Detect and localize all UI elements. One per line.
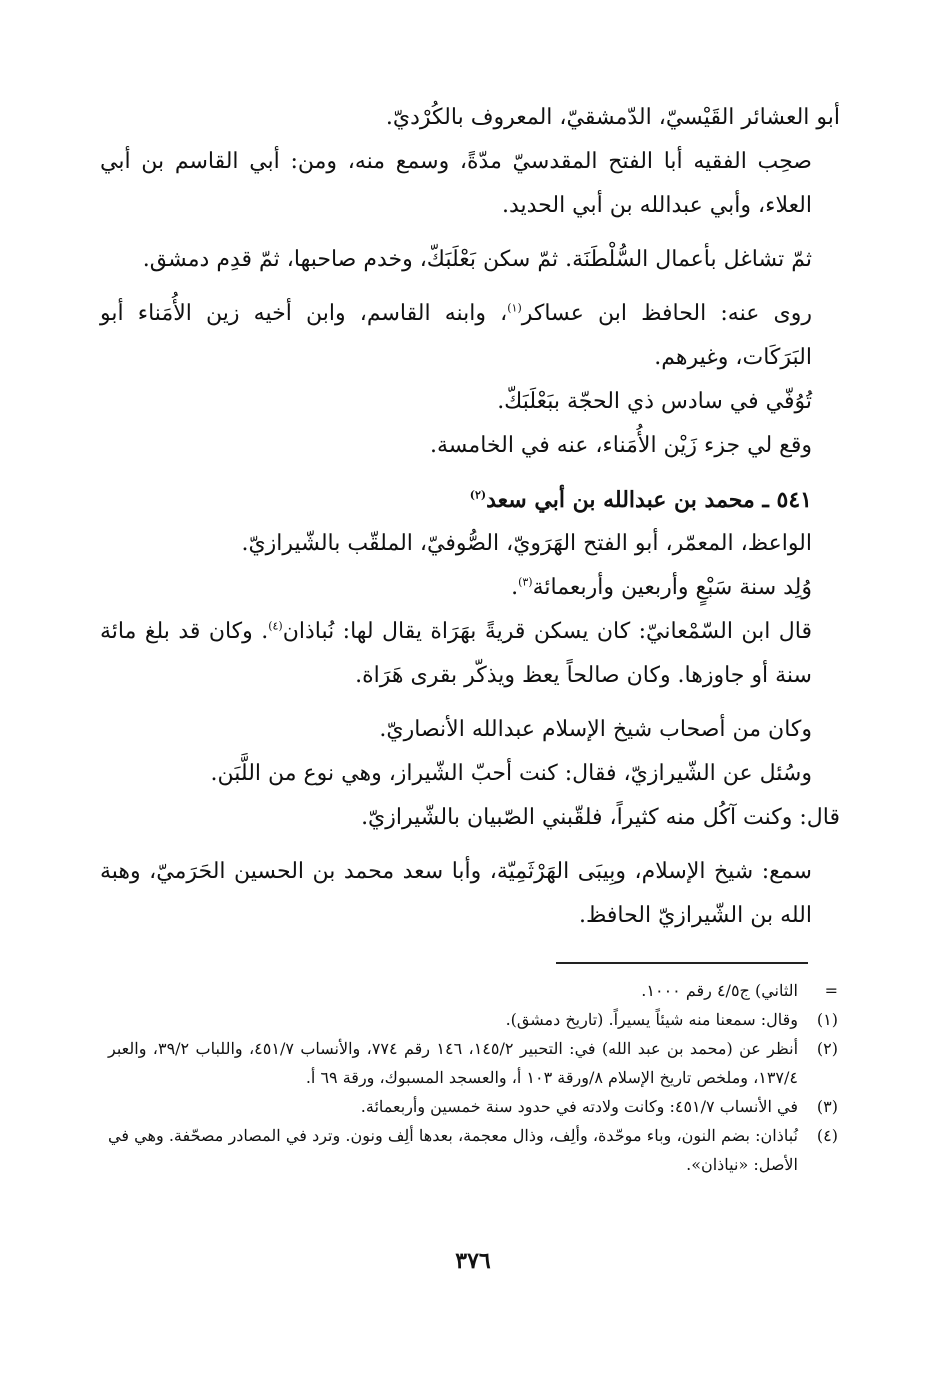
samani-text-end: . وكان قد بلغ مائة سنة أو جاوزها. وكان صالحاً يعظ ويذكّر بقرى هَرَاة.	[100, 619, 812, 688]
paragraph-birth	[100, 566, 840, 610]
footnote-ref-4: (٤)	[268, 619, 283, 633]
footnote-1	[108, 1005, 838, 1034]
main-text	[100, 96, 840, 938]
paragraph-career: ثمّ تشاغل بأعمال السُّلْطَنَة. ثمّ سكن بَعْلَبَكّ، وخدم صاحبها، ثمّ قدِم دمشق.	[142, 247, 812, 272]
narrators-text-end: ، وابنه القاسم، وابن أخيه زين الأُمَناء أبو البَرَكَات، وغيرهم.	[100, 301, 812, 370]
samani-text-start: قال ابن السّمْعانيّ: كان يسكن قريةً بهَرَاة يقال لها: نُباذان	[282, 619, 812, 644]
footnote-text: نُباذان: بضم النون، وباء موحّدة، وألِف، وذال معجمة، بعدها ألِف ونون. وترد في المصادر مصحّفة. وهي في الأصل: «نياذان».	[108, 1126, 798, 1174]
page-number: ٣٧٦	[455, 1248, 491, 1274]
footnote-marker: (٢)	[816, 1039, 838, 1058]
paragraph-teachers: سمع: شيخ الإسلام، وبِيبَى الهَرْثَمِيّة، وأبا سعد محمد بن الحسين الحَرَميّ، وهبة الله بن الشّيرازيّ الحافظ.	[100, 859, 812, 928]
paragraph-companionship: صحِب الفقيه أبا الفتح المقدسيّ مدّةً، وسمع منه، ومن: أبي القاسم بن أبي العلاء، وأبي عبدالله بن أبي الحديد.	[100, 149, 812, 218]
paragraph-samani	[100, 610, 840, 698]
paragraph-transmission: وقع لي جزء زَيْن الأُمَناء، عنه في الخامسة.	[430, 433, 812, 458]
footnote-4	[108, 1121, 838, 1179]
footnote-text: الثاني) ج٤/٥ رقم ١٠٠٠.	[641, 981, 798, 1000]
paragraph-question: وسُئل عن الشّيرازيّ، فقال: كنت أحبّ الشّيراز، وهي نوع من اللَّبَن.	[210, 761, 812, 786]
footnote-text: وقال: سمعنا منه شيئاً يسيراً. (تاريخ دمشق).	[505, 1010, 798, 1029]
biography-heading	[100, 478, 840, 522]
paragraph-kinship: أبو العشائر القَيْسيّ، الدّمشقيّ، المعروف بالكُرْديّ.	[385, 105, 840, 130]
footnote-2	[108, 1034, 838, 1092]
paragraph-narrators	[100, 292, 840, 380]
biography-heading-text: ٥٤١ ـ محمد بن عبدالله بن أبي سعد	[486, 487, 812, 513]
birth-text-end: .	[511, 575, 519, 600]
footnote-marker: =	[824, 981, 838, 1000]
paragraph-titles: الواعظ، المعمّر، أبو الفتح الهَرَويّ، الصُّوفيّ، الملقّب بالشّيرازيّ.	[241, 531, 812, 556]
narrators-text-start: روى عنه: الحافظ ابن عساكر	[521, 301, 812, 326]
footnote-ref-2: (٢)	[469, 488, 487, 502]
footnote-3	[108, 1092, 838, 1121]
paragraph-companions: وكان من أصحاب شيخ الإسلام عبدالله الأنصاريّ.	[379, 717, 812, 742]
footnote-text: في الأنساب ٤٥١/٧: وكانت ولادته في حدود سنة خمسين وأربعمائة.	[360, 1097, 798, 1116]
footnote-continuation	[108, 976, 838, 1005]
paragraph-death: تُوُفّي في سادس ذي الحجّة ببَعْلَبَكّ.	[497, 389, 812, 414]
footnote-marker: (٤)	[816, 1126, 838, 1145]
footnote-divider	[556, 962, 808, 964]
footnote-ref-3: (٣)	[518, 575, 533, 589]
footnote-text: أنظر عن (محمد بن عبد الله) في: التحبير ١٤٥/٢، ١٤٦ رقم ٧٧٤، والأنساب ٤٥١/٧، واللباب ٣٩/٢، والعبر ١٣٧/٤، وملخص تاريخ الإسلام ٨/ورقة ١٠٣ أ، والعسجد المسبوك، ورقة ٦٩ أ.	[108, 1039, 799, 1087]
footnotes	[108, 976, 838, 1179]
footnote-marker: (١)	[816, 1010, 838, 1029]
footnote-ref-1: (١)	[507, 301, 522, 315]
birth-text: وُلِد سنة سَبْعٍ وأربعين وأربعمائة	[532, 575, 812, 600]
footnote-marker: (٣)	[816, 1097, 838, 1116]
paragraph-nickname: قال: وكنت آكُل منه كثيراً، فلقّبني الصّبيان بالشّيرازيّ.	[361, 805, 840, 830]
